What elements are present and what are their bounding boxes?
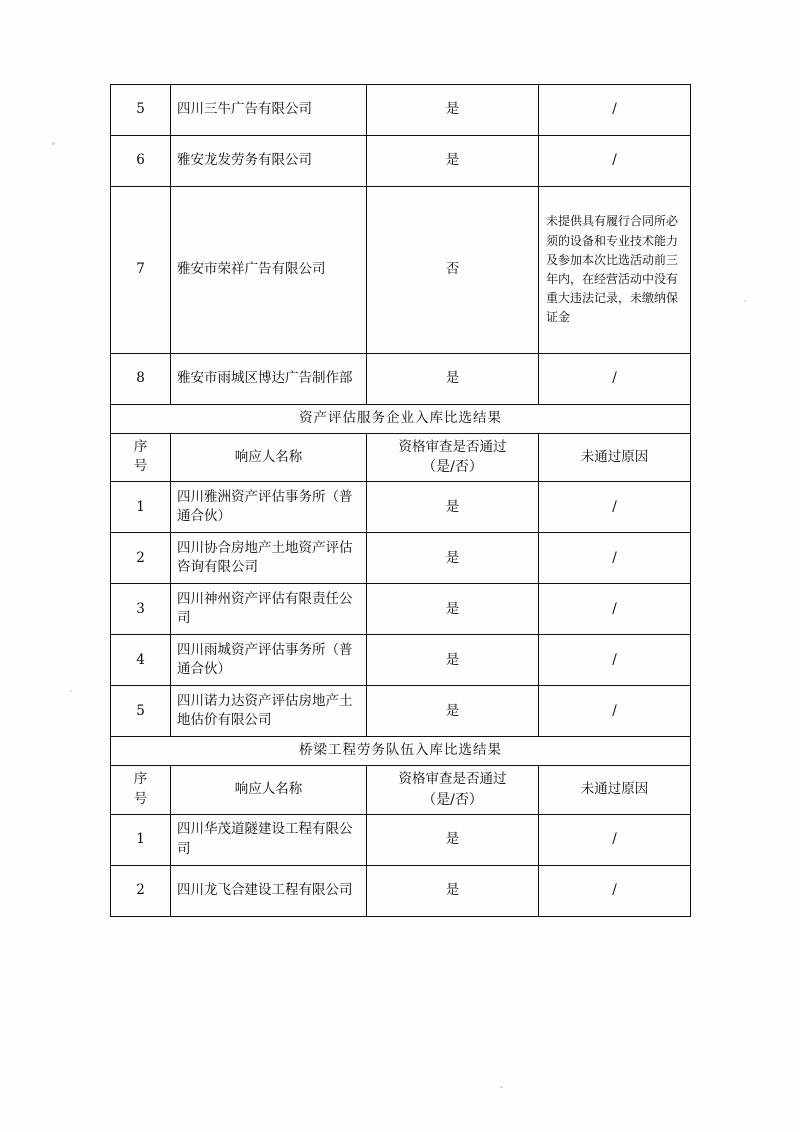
row-name: 四川协合房地产土地资产评估咨询有限公司 <box>171 533 367 584</box>
row-reason: / <box>539 814 691 865</box>
table-row <box>111 584 691 635</box>
paper-speck <box>744 300 746 302</box>
row-name: 四川龙飞合建设工程有限公司 <box>171 865 367 916</box>
row-reason: / <box>539 85 691 136</box>
table-row <box>111 187 691 354</box>
header-seq-line1: 序 <box>133 771 148 788</box>
header-name: 响应人名称 <box>171 433 367 482</box>
row-pass: 否 <box>367 187 539 354</box>
row-seq: 4 <box>111 635 171 686</box>
row-seq: 2 <box>111 865 171 916</box>
section-title-row <box>111 737 691 766</box>
header-pass-sub: （是/否） <box>422 791 483 808</box>
table-row <box>111 354 691 405</box>
row-name: 雅安龙发劳务有限公司 <box>171 136 367 187</box>
row-pass: 是 <box>367 686 539 737</box>
paper-speck <box>52 142 55 145</box>
row-name: 四川华茂道隧建设工程有限公司 <box>171 814 367 865</box>
row-seq: 5 <box>111 686 171 737</box>
row-seq: 3 <box>111 584 171 635</box>
row-reason: / <box>539 482 691 533</box>
table-row <box>111 686 691 737</box>
header-pass <box>367 765 539 814</box>
row-seq: 7 <box>111 187 171 354</box>
row-name: 四川三牛广告有限公司 <box>171 85 367 136</box>
paper-speck <box>500 1086 503 1088</box>
header-seq-line1: 序 <box>133 438 148 455</box>
table-row <box>111 865 691 916</box>
row-reason: / <box>539 686 691 737</box>
row-seq: 8 <box>111 354 171 405</box>
row-reason: 未提供具有履行合同所必须的设备和专业技术能力及参加本次比选活动前三年内，在经营活动中没有重大违法记录，未缴纳保证金 <box>539 187 691 354</box>
section-title: 资产评估服务企业入库比选结果 <box>111 405 691 434</box>
results-table <box>110 84 691 917</box>
header-reason: 未通过原因 <box>539 765 691 814</box>
row-pass: 是 <box>367 354 539 405</box>
table-row <box>111 533 691 584</box>
table-row <box>111 136 691 187</box>
row-name: 四川雅洲资产评估事务所（普通合伙） <box>171 482 367 533</box>
header-reason: 未通过原因 <box>539 433 691 482</box>
row-reason: / <box>539 354 691 405</box>
row-seq: 2 <box>111 533 171 584</box>
row-pass: 是 <box>367 85 539 136</box>
row-pass: 是 <box>367 814 539 865</box>
table-row <box>111 814 691 865</box>
row-seq: 1 <box>111 814 171 865</box>
header-name: 响应人名称 <box>171 765 367 814</box>
section-title-row <box>111 405 691 434</box>
row-reason: / <box>539 865 691 916</box>
header-seq-line2: 号 <box>133 458 148 475</box>
header-pass-sub: （是/否） <box>422 459 483 476</box>
row-pass: 是 <box>367 584 539 635</box>
header-pass-main: 资格审查是否通过 <box>398 770 507 787</box>
row-name: 四川诺力达资产评估房地产土地估价有限公司 <box>171 686 367 737</box>
header-seq <box>111 433 171 482</box>
row-reason: / <box>539 584 691 635</box>
header-seq-line2: 号 <box>133 790 148 807</box>
table-row <box>111 85 691 136</box>
row-seq: 1 <box>111 482 171 533</box>
row-pass: 是 <box>367 533 539 584</box>
table-row <box>111 635 691 686</box>
row-pass: 是 <box>367 136 539 187</box>
section-title: 桥梁工程劳务队伍入库比选结果 <box>111 737 691 766</box>
table-header-row <box>111 765 691 814</box>
row-pass: 是 <box>367 865 539 916</box>
row-name: 雅安市荣祥广告有限公司 <box>171 187 367 354</box>
table-row <box>111 482 691 533</box>
row-name: 四川神州资产评估有限责任公司 <box>171 584 367 635</box>
paper-speck <box>70 690 72 692</box>
row-seq: 5 <box>111 85 171 136</box>
row-reason: / <box>539 635 691 686</box>
header-seq <box>111 765 171 814</box>
row-name: 四川雨城资产评估事务所（普通合伙） <box>171 635 367 686</box>
header-pass <box>367 433 539 482</box>
row-name: 雅安市雨城区博达广告制作部 <box>171 354 367 405</box>
header-pass-main: 资格审查是否通过 <box>398 438 507 455</box>
row-reason: / <box>539 533 691 584</box>
row-pass: 是 <box>367 635 539 686</box>
row-pass: 是 <box>367 482 539 533</box>
row-seq: 6 <box>111 136 171 187</box>
row-reason: / <box>539 136 691 187</box>
table-header-row <box>111 433 691 482</box>
